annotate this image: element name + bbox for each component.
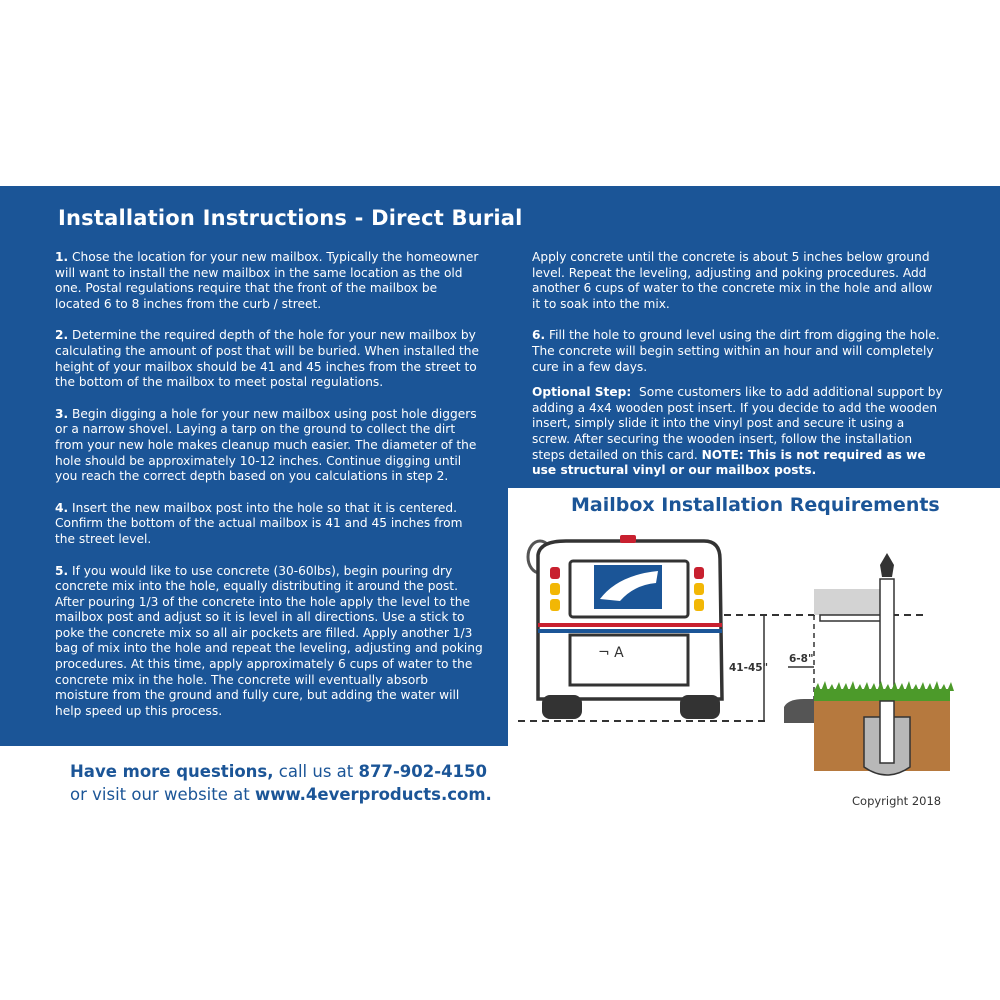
step-number: 2. xyxy=(55,328,69,343)
optional-note: NOTE: This is not required as we use structural vinyl or our mailbox posts. xyxy=(532,447,926,478)
step-text: Chose the location for your new mailbox. Typically the homeowner will want to install the new mailbox in the same location as the old one. Postal regulations require that the front of the mailbox be located 6 to 8 inches from the curb / street. xyxy=(55,250,479,311)
step-number: 4. xyxy=(55,500,69,515)
left-rear-wheel xyxy=(542,695,582,719)
left-light-red xyxy=(550,567,560,579)
website-pre: or visit our website at xyxy=(70,785,255,804)
truck-red-stripe xyxy=(538,623,722,627)
mail-truck-illustration xyxy=(528,535,722,719)
buried-post xyxy=(880,701,894,763)
call-text: call us at xyxy=(273,762,359,781)
website-link[interactable]: www.4everproducts.com. xyxy=(254,785,492,804)
left-light-yellow xyxy=(550,583,560,595)
phone-number[interactable]: 877-902-4150 xyxy=(358,762,488,781)
contact-line-2 xyxy=(70,783,540,806)
step-3 xyxy=(55,407,485,485)
step-text: If you would like to use concrete (30-60lbs), begin pouring dry concrete mix into the hole, equally distributing it around the post. After pouring 1/3 of the concrete into the hole apply the level to the mailbox post and adjust so it is level in all directions. Use a stick to poke the concrete mix so all air pockets are filled. Apply another 1/3 bag of mix into the hole and repeat the leveling, adjusting and poking procedures. At this time, apply approximately 6 cups of water to the concrete mix in the hole. The concrete will eventually absorb moisture from the ground and fully cure, but adding the water will help speed up this process. xyxy=(55,563,483,718)
contact-info xyxy=(70,760,540,806)
questions-bold: Have more questions, xyxy=(70,762,274,781)
optional-step xyxy=(532,385,944,479)
left-light-yellow xyxy=(550,599,560,611)
offset-label: 6-8" xyxy=(789,653,814,665)
step-4 xyxy=(55,501,485,548)
post-finial xyxy=(880,553,894,577)
step-text: Insert the new mailbox post into the hole so that it is centered. Confirm the bottom of the actual mailbox is 41 and 45 inches from the street level. xyxy=(55,500,463,546)
step-text: Determine the required depth of the hole for your new mailbox by calculating the amount of post that will be buried. When installed the height of your mailbox should be 41 and 45 inches from the street to the bottom of the mailbox to meet postal regulations. xyxy=(55,328,479,390)
mailbox-installation-diagram xyxy=(508,531,1000,791)
step-2 xyxy=(55,328,485,390)
right-light-yellow xyxy=(694,599,704,611)
height-label: 41-45" xyxy=(729,662,769,674)
step-number: 5. xyxy=(55,563,69,578)
optional-text: Some customers like to add additional support by adding a 4x4 wooden post insert. If you decide to add the wooden insert, simply slide it into the vinyl post and secure it using a screw. After securing the wooden insert, follow the installation steps detailed on this card. xyxy=(532,385,943,462)
instruction-card xyxy=(0,186,1000,820)
right-column xyxy=(532,250,944,495)
optional-label: Optional Step: xyxy=(532,385,632,400)
page-title: Installation Instructions - Direct Burial xyxy=(58,206,523,230)
step-5 xyxy=(55,564,485,720)
truck-blue-stripe xyxy=(538,629,722,633)
step-text: Begin digging a hole for your new mailbox using post hole diggers or a narrow shovel. Laying a tarp on the ground to collect the dirt from your new hole makes cleanup much easier. The diameter of the hole should be approximately 10-12 inches. Continue digging until you reach the correct depth based on you calculations in step 2. xyxy=(55,406,477,484)
mailbox-post-illustration xyxy=(814,553,954,775)
left-column xyxy=(55,250,485,735)
truck-rear-door xyxy=(570,635,688,685)
step-1 xyxy=(55,250,485,312)
curb xyxy=(784,699,818,723)
requirements-title: Mailbox Installation Requirements xyxy=(571,494,940,516)
step-number: 6. xyxy=(532,328,546,343)
step-text: Fill the hole to ground level using the dirt from digging the hole. The concrete will begin setting within an hour and will completely cure in a few days. xyxy=(532,328,940,374)
step-5-continued: Apply concrete until the concrete is about 5 inches below ground level. Repeat the leveling, adjusting and poking procedures. Add another 6 cups of water to the concrete mix in the hole and allow it to soak into the mix. xyxy=(532,250,933,311)
right-light-red xyxy=(694,567,704,579)
roof-light xyxy=(620,535,636,543)
right-light-yellow xyxy=(694,583,704,595)
copyright: Copyright 2018 xyxy=(852,794,942,808)
step-number: 1. xyxy=(55,250,69,264)
door-handle-glyph: ¬ A xyxy=(598,645,624,661)
right-rear-wheel xyxy=(680,695,720,719)
step-number: 3. xyxy=(55,406,69,421)
contact-line-1 xyxy=(70,760,540,783)
mailbox xyxy=(814,589,880,615)
step-6 xyxy=(532,328,944,375)
